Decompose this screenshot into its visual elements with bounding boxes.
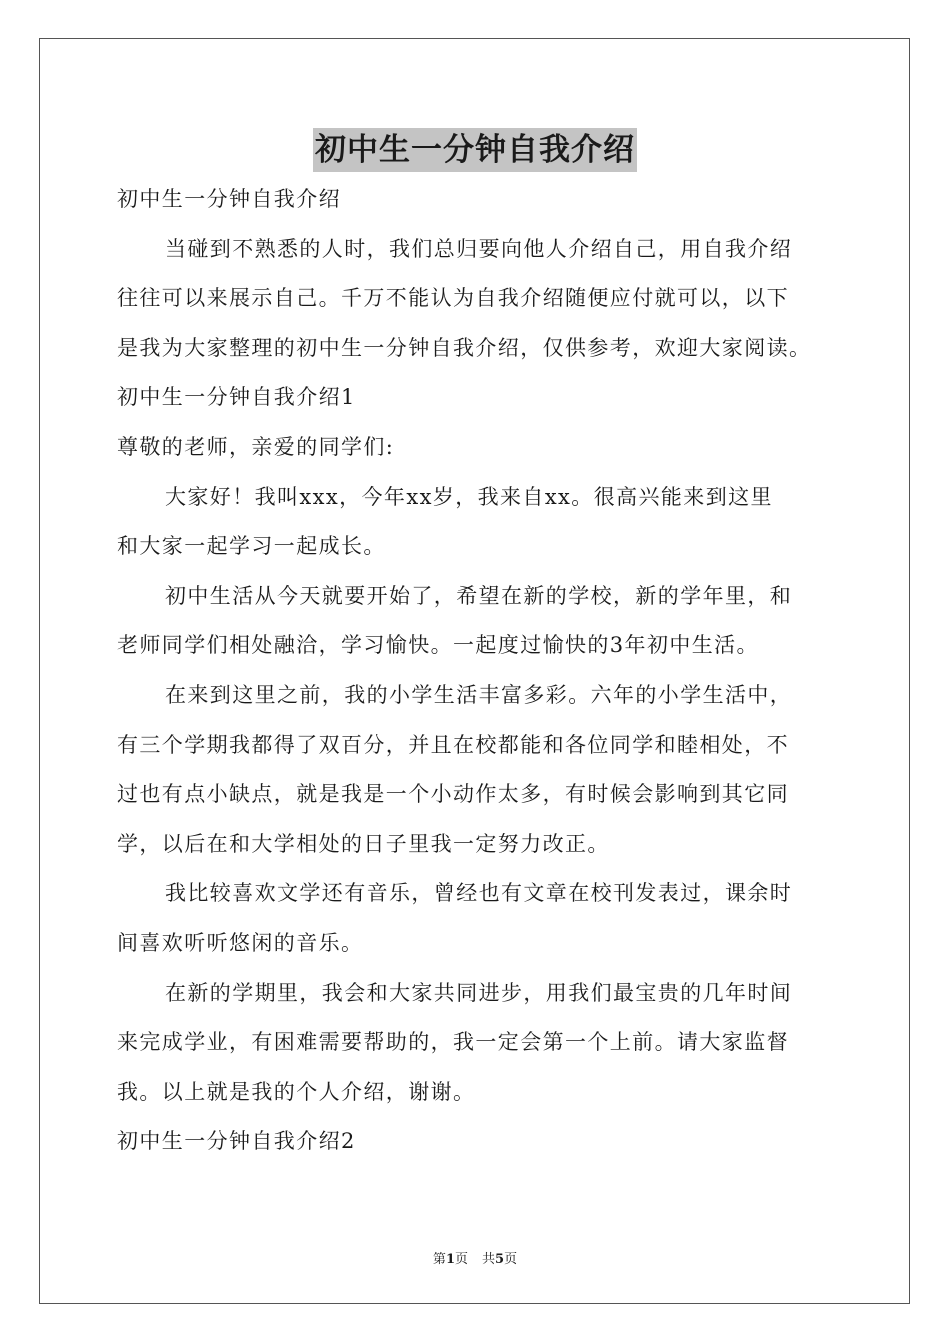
text-line: 过也有点小缺点，就是我是一个小动作太多，有时候会影响到其它同 <box>117 782 789 807</box>
total-suffix: 页 <box>504 1252 518 1267</box>
text-line: 我。以上就是我的个人介绍，谢谢。 <box>117 1079 476 1104</box>
title-container <box>0 128 950 172</box>
page-footer <box>0 1248 950 1267</box>
text-line: 初中生一分钟自我介绍2 <box>117 1129 356 1154</box>
document-body <box>117 175 837 1167</box>
document-title: 初中生一分钟自我介绍 <box>313 128 637 172</box>
page-suffix: 页 <box>454 1252 468 1267</box>
text-line: 初中生活从今天就要开始了，希望在新的学校，新的学年里，和 <box>165 583 793 608</box>
text-line: 和大家一起学习一起成长。 <box>117 534 386 559</box>
text-line: 是我为大家整理的初中生一分钟自我介绍，仅供参考，欢迎大家阅读。 <box>117 335 812 360</box>
text-line: 学，以后在和大学相处的日子里我一定努力改正。 <box>117 831 610 856</box>
text-line: 初中生一分钟自我介绍1 <box>117 385 356 410</box>
text-line: 老师同学们相处融洽，学习愉快。一起度过愉快的3年初中生活。 <box>117 633 759 658</box>
text-line: 大家好！我叫xxx，今年xx岁，我来自xx。很高兴能来到这里 <box>165 484 773 509</box>
text-line: 往往可以来展示自己。千万不能认为自我介绍随便应付就可以，以下 <box>117 286 789 311</box>
text-line: 有三个学期我都得了双百分，并且在校都能和各位同学和睦相处，不 <box>117 732 789 757</box>
text-line: 来完成学业，有困难需要帮助的，我一定会第一个上前。请大家监督 <box>117 1030 789 1055</box>
text-line: 在新的学期里，我会和大家共同进步，用我们最宝贵的几年时间 <box>165 980 793 1005</box>
text-line: 当碰到不熟悉的人时，我们总归要向他人介绍自己，用自我介绍 <box>165 236 793 261</box>
total-prefix: 共 <box>482 1252 496 1267</box>
text-line: 在来到这里之前，我的小学生活丰富多彩。六年的小学生活中， <box>165 682 793 707</box>
page-total: 5 <box>495 1252 505 1267</box>
text-line: 我比较喜欢文学还有音乐，曾经也有文章在校刊发表过，课余时 <box>165 881 793 906</box>
text-line: 尊敬的老师，亲爱的同学们: <box>117 434 395 459</box>
page-prefix: 第 <box>432 1252 446 1267</box>
text-line: 初中生一分钟自我介绍 <box>117 187 341 211</box>
page-current: 1 <box>445 1252 455 1267</box>
text-line: 间喜欢听听悠闲的音乐。 <box>117 930 364 955</box>
